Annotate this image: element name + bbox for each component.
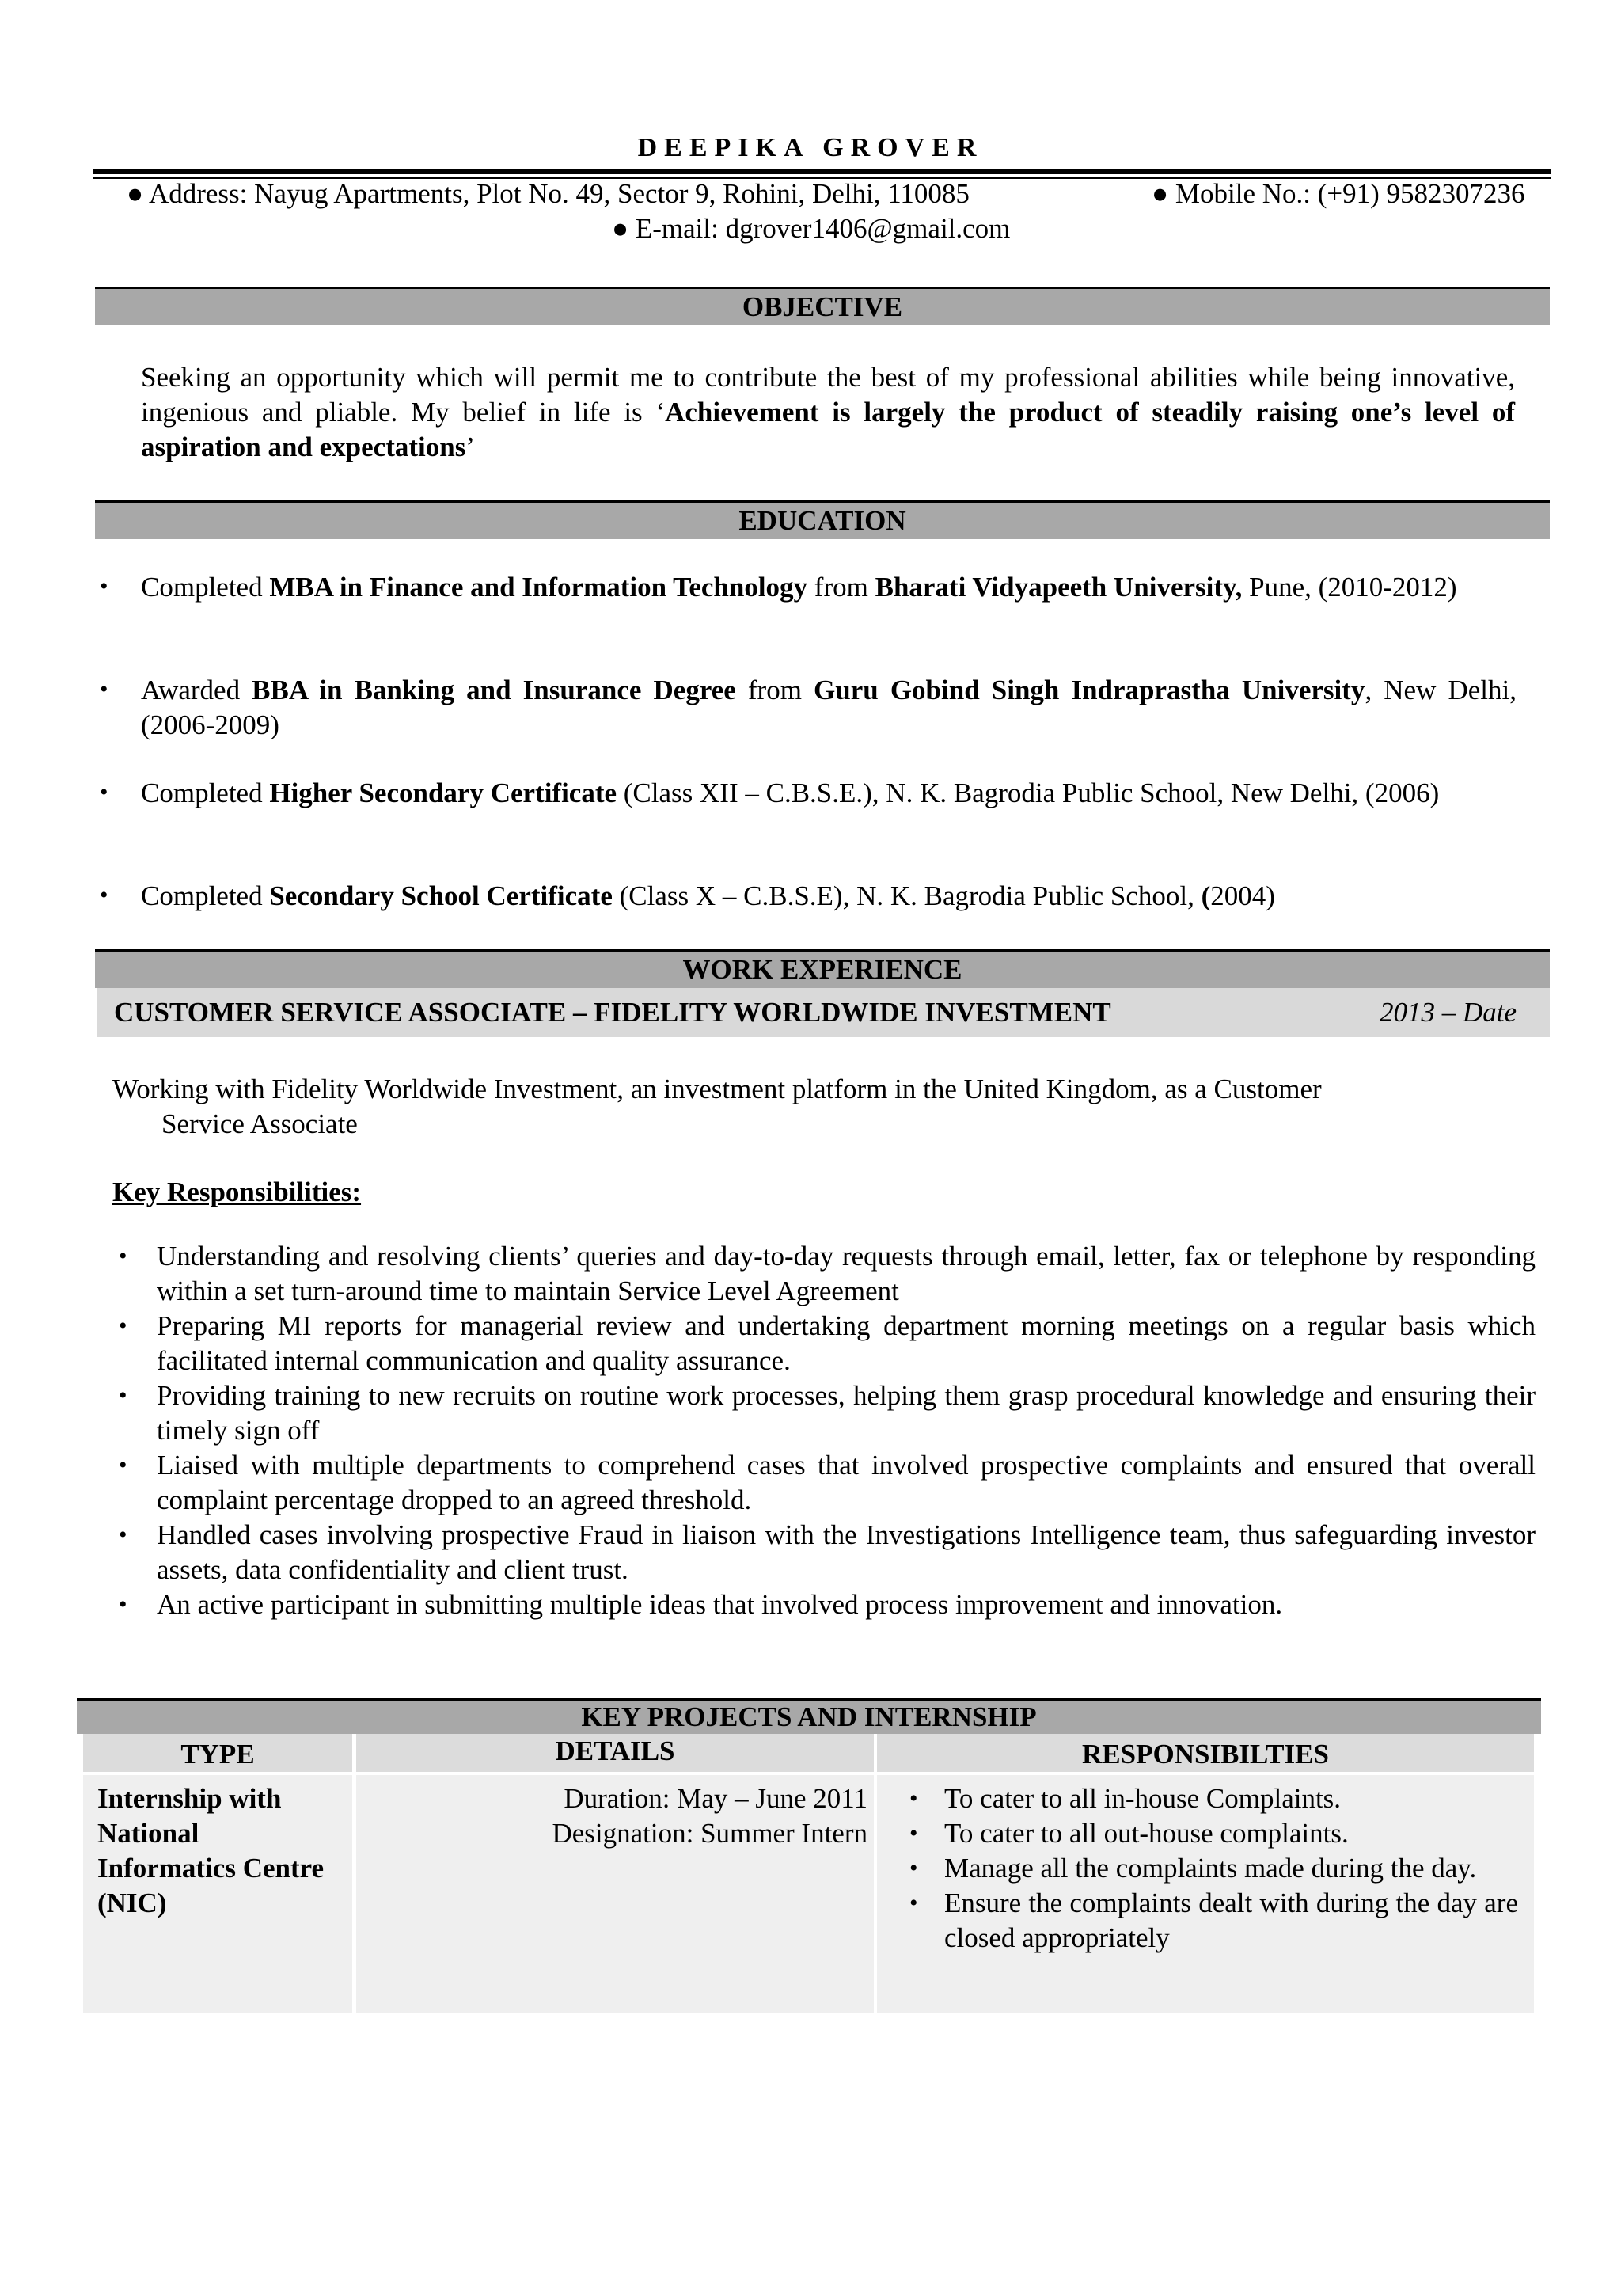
internship-details <box>552 1781 867 1851</box>
edu-text: , New Delhi, (2006-2009) <box>141 675 1517 740</box>
edu-text: (Class X – C.B.S.E), N. K. Bagrodia Public School, <box>612 880 1202 911</box>
edu-text-bold: ( <box>1201 880 1211 911</box>
edu-text: Completed <box>141 572 270 603</box>
objective-quote-end: ’ <box>465 431 475 462</box>
edu-degree: BBA in Banking and Insurance Degree <box>252 675 736 705</box>
bullet-icon: • <box>909 1785 918 1811</box>
internship-responsibilities <box>909 1781 1518 1956</box>
responsibilities-list <box>119 1239 1536 1622</box>
list-item <box>909 1886 1518 1956</box>
responsibility-text: Providing training to new recruits on routine work processes, helping them grasp procedural knowledge and ensuring their timely sign off <box>157 1380 1536 1446</box>
edu-degree: MBA in Finance and Information Technology <box>269 572 808 603</box>
responsibility-text: Handled cases involving prospective Fraud in liaison with the Investigations Intelligence team, thus safeguarding investor assets, data confidentiality and client trust. <box>157 1519 1536 1585</box>
column-header-type: TYPE <box>83 1734 352 1772</box>
list-item <box>119 1378 1536 1448</box>
column-header-details: DETAILS <box>356 1734 874 1772</box>
edu-degree: Higher Secondary Certificate <box>269 777 617 808</box>
edu-text: from <box>735 675 814 705</box>
edu-text: 2004) <box>1210 880 1275 911</box>
list-item <box>119 1309 1536 1378</box>
bullet-icon: • <box>119 1382 127 1408</box>
edu-text: Awarded <box>141 675 252 705</box>
edu-text: Completed <box>141 880 270 911</box>
key-responsibilities-label: Key Responsibilities: <box>112 1177 362 1207</box>
edu-institution: Guru Gobind Singh Indraprastha University <box>814 675 1365 705</box>
address: ● Address: Nayug Apartments, Plot No. 49, Sector 9, Rohini, Delhi, 110085 <box>127 178 970 209</box>
bullet-icon: • <box>119 1243 127 1269</box>
bullet-icon: • <box>119 1452 127 1478</box>
education-list <box>100 570 1524 926</box>
email: ● E-mail: dgrover1406@gmail.com <box>612 213 1011 244</box>
edu-text: from <box>807 572 875 603</box>
education-item <box>100 673 1524 776</box>
objective-quote: Achievement is largely the product of steadily raising one’s level of aspiration and expectations <box>141 397 1515 462</box>
job-summary-line2: Service Associate <box>161 1108 358 1139</box>
projects-heading: KEY PROJECTS AND INTERNSHIP <box>77 1698 1541 1734</box>
education-heading: EDUCATION <box>95 500 1550 539</box>
table-cell-details <box>356 1775 874 2013</box>
list-item <box>119 1239 1536 1309</box>
responsibility-text: Ensure the complaints dealt with during the day are closed appropriately <box>944 1887 1518 1953</box>
internship-title: Internship with National Informatics Centre (NIC) <box>97 1783 325 1918</box>
list-item <box>119 1448 1536 1518</box>
edu-institution: Bharati Vidyapeeth University, <box>875 572 1243 603</box>
edu-text: (Class XII – C.B.S.E.), N. K. Bagrodia Public School, New Delhi, (2006) <box>617 777 1440 808</box>
objective-text-plain: Seeking an opportunity which will permit me to contribute the best of my professional abilities while being innovative, ingenious and pliable. My belief in life is ‘ <box>141 362 1515 428</box>
education-item <box>100 879 1524 926</box>
responsibility-text: To cater to all in-house Complaints. <box>944 1783 1342 1814</box>
edu-text: Completed <box>141 777 270 808</box>
bullet-icon: • <box>100 573 108 599</box>
table-cell-responsibilities <box>877 1775 1534 2013</box>
list-item <box>119 1518 1536 1587</box>
responsibility-text: Liaised with multiple departments to comprehend cases that involved prospective complaints and ensured that overall complaint percentage dropped to an agreed threshold. <box>157 1450 1536 1515</box>
list-item <box>119 1587 1536 1622</box>
edu-text: Pune, (2010-2012) <box>1242 572 1457 603</box>
bullet-icon: • <box>100 882 108 908</box>
job-title-bar <box>97 988 1550 1037</box>
bullet-icon: • <box>119 1313 127 1339</box>
job-dates: 2013 – Date <box>1379 997 1517 1028</box>
internship-designation: Designation: Summer Intern <box>552 1818 867 1849</box>
column-header-responsibilities: RESPONSIBILTIES <box>877 1734 1534 1772</box>
bullet-icon: • <box>119 1522 127 1548</box>
bullet-icon: • <box>909 1855 918 1881</box>
job-title: CUSTOMER SERVICE ASSOCIATE – FIDELITY WORLDWIDE INVESTMENT <box>114 997 1111 1028</box>
objective-text <box>141 360 1515 465</box>
list-item <box>909 1816 1518 1851</box>
internship-duration: Duration: May – June 2011 <box>564 1783 867 1814</box>
objective-heading: OBJECTIVE <box>95 287 1550 325</box>
bullet-icon: • <box>119 1591 127 1617</box>
responsibility-text: An active participant in submitting multiple ideas that involved process improvement and innovation. <box>157 1589 1283 1620</box>
education-item <box>100 776 1524 879</box>
responsibility-text: To cater to all out-house complaints. <box>944 1818 1349 1849</box>
edu-degree: Secondary School Certificate <box>269 880 613 911</box>
bullet-icon: • <box>100 676 108 702</box>
education-item <box>100 570 1524 673</box>
table-cell-type <box>83 1775 352 2013</box>
responsibility-text: Preparing MI reports for managerial review and undertaking department morning meetings on a regular basis which facilitated internal communication and quality assurance. <box>157 1310 1536 1376</box>
bullet-icon: • <box>909 1820 918 1846</box>
candidate-name: DEEPIKA GROVER <box>637 133 984 162</box>
bullet-icon: • <box>909 1890 918 1916</box>
header-rule-thick <box>93 169 1551 174</box>
job-summary-line1: Working with Fidelity Worldwide Investment, an investment platform in the United Kingdom, as a Customer <box>112 1074 1322 1104</box>
mobile-number: ● Mobile No.: (+91) 9582307236 <box>1152 178 1525 209</box>
responsibility-text: Understanding and resolving clients’ queries and day-to-day requests through email, letter, fax or telephone by responding within a set turn-around time to maintain Service Level Agreement <box>157 1241 1536 1306</box>
bullet-icon: • <box>100 779 108 805</box>
work-experience-heading: WORK EXPERIENCE <box>95 949 1550 988</box>
responsibility-text: Manage all the complaints made during the day. <box>944 1853 1477 1884</box>
list-item <box>909 1851 1518 1886</box>
list-item <box>909 1781 1518 1816</box>
